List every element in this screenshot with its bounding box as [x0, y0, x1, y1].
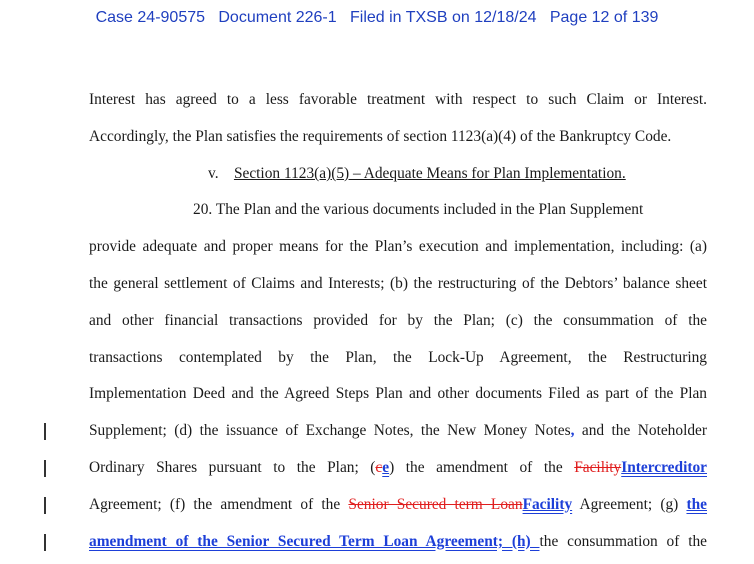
- case-number: Case 24-90575: [95, 9, 206, 26]
- page-number: Page 12 of 139: [549, 9, 659, 26]
- body-line-10: Ordinary Shares pursuant to the Plan; (ce) the amendment of the FacilityIntercreditor: [89, 459, 707, 476]
- section-title: Section 1123(a)(5) – Adequate Means for Plan Implementation.: [233, 165, 626, 182]
- paragraph-20-first-line: [193, 201, 707, 219]
- body-line-1: Interest has agreed to a less favorable treatment with respect to such Claim or Interest.: [89, 91, 707, 108]
- body-line-9: Supplement; (d) the issuance of Exchange Notes, the New Money Notes, and the Noteholder: [89, 422, 707, 439]
- inserted-text: Facility: [522, 496, 573, 513]
- paragraph-20-text: The Plan and the various documents included in the Plan Supplement: [215, 201, 644, 218]
- body-line-11: Agreement; (f) the amendment of the Senior Secured term LoanFacility Agreement; (g) the: [89, 496, 707, 513]
- body-line-5: the general settlement of Claims and Interests; (b) the restructuring of the Debtors’ balance sheet: [89, 275, 707, 292]
- change-bar: [44, 534, 46, 551]
- body-line-12: amendment of the Senior Secured Term Loan Agreement; (h) the consummation of the: [89, 533, 708, 550]
- body-line-6: and other financial transactions provided for by the Plan; (c) the consummation of the: [89, 312, 707, 329]
- inserted-text: amendment of the Senior Secured Term Loan Agreement; (h): [89, 533, 540, 550]
- filing-header: [0, 9, 754, 27]
- body-line-8: Implementation Deed and the Agreed Steps Plan and other documents Filed as part of the Plan: [89, 385, 707, 402]
- change-bar: [44, 460, 46, 477]
- deleted-text: Facility: [574, 459, 622, 476]
- inserted-text: Intercreditor: [621, 459, 707, 476]
- deleted-text: Senior Secured term Loan: [348, 496, 523, 513]
- paragraph-number: 20.: [193, 201, 213, 218]
- inserted-text: the: [686, 496, 707, 513]
- change-bar: [44, 497, 46, 514]
- inserted-text: e: [382, 459, 390, 476]
- body-line-2: Accordingly, the Plan satisfies the requirements of section 1123(a)(4) of the Bankruptcy Code.: [89, 128, 672, 145]
- section-heading: [208, 165, 626, 183]
- change-bar: [44, 423, 46, 440]
- inserted-text: ,: [570, 422, 575, 439]
- document-number: Document 226-1: [218, 9, 337, 26]
- body-line-4: provide adequate and proper means for the Plan’s execution and implementation, including: (a): [89, 238, 707, 255]
- filing-info: Filed in TXSB on 12/18/24: [350, 9, 537, 26]
- deleted-text: c: [375, 459, 383, 476]
- body-line-7: transactions contemplated by the Plan, the Lock-Up Agreement, the Restructuring: [89, 349, 707, 366]
- section-number: v.: [208, 165, 219, 182]
